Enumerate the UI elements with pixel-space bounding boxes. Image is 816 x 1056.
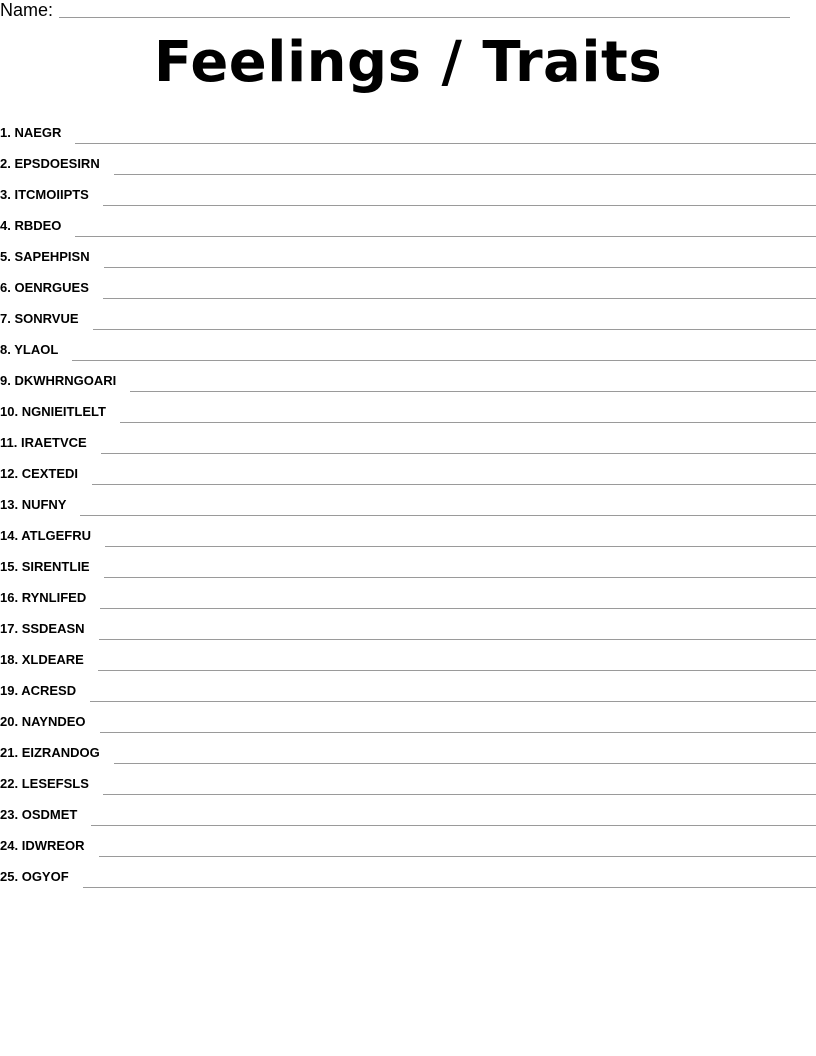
- answer-line[interactable]: [100, 732, 816, 733]
- scrambled-word: [0, 342, 58, 359]
- scrambled-word: [0, 249, 90, 266]
- item-word: IRAETVCE: [20, 435, 87, 450]
- scrambled-word: [0, 869, 69, 886]
- list-item: [0, 700, 816, 731]
- list-item: [0, 359, 816, 390]
- item-number: 18.: [0, 652, 19, 667]
- answer-line[interactable]: [114, 174, 816, 175]
- item-number: 9.: [0, 373, 11, 388]
- answer-line[interactable]: [103, 205, 816, 206]
- list-item: [0, 638, 816, 669]
- list-item: [0, 452, 816, 483]
- scrambled-word: [0, 807, 77, 824]
- scramble-list: [0, 111, 816, 886]
- answer-line[interactable]: [99, 856, 816, 857]
- answer-line[interactable]: [83, 887, 816, 888]
- item-word: OGYOF: [21, 869, 69, 884]
- item-word: ITCMOIIPTS: [14, 187, 89, 202]
- list-item: [0, 111, 816, 142]
- answer-line[interactable]: [98, 670, 816, 671]
- item-word: EIZRANDOG: [21, 745, 100, 760]
- item-number: 19.: [0, 683, 19, 698]
- answer-line[interactable]: [104, 267, 816, 268]
- answer-line[interactable]: [104, 577, 816, 578]
- answer-line[interactable]: [103, 298, 816, 299]
- list-item: [0, 855, 816, 886]
- scrambled-word: [0, 187, 89, 204]
- item-word: SIRENTLIE: [21, 559, 90, 574]
- item-word: YLAOL: [14, 342, 59, 357]
- item-word: ACRESD: [21, 683, 77, 698]
- item-number: 23.: [0, 807, 19, 822]
- list-item: [0, 266, 816, 297]
- answer-line[interactable]: [101, 453, 816, 454]
- scrambled-word: [0, 373, 116, 390]
- list-item: [0, 669, 816, 700]
- scrambled-word: [0, 466, 78, 483]
- item-number: 2.: [0, 156, 11, 171]
- scrambled-word: [0, 125, 61, 142]
- item-number: 11.: [0, 435, 18, 450]
- item-number: 6.: [0, 280, 11, 295]
- scrambled-word: [0, 311, 79, 328]
- list-item: [0, 762, 816, 793]
- list-item: [0, 390, 816, 421]
- item-number: 10.: [0, 404, 19, 419]
- answer-line[interactable]: [100, 608, 816, 609]
- answer-line[interactable]: [90, 701, 816, 702]
- item-word: XLDEARE: [21, 652, 84, 667]
- scrambled-word: [0, 156, 100, 173]
- item-word: NGNIEITLELT: [21, 404, 106, 419]
- answer-line[interactable]: [80, 515, 816, 516]
- item-word: SONRVUE: [14, 311, 79, 326]
- item-number: 25.: [0, 869, 19, 884]
- item-word: RBDEO: [14, 218, 62, 233]
- item-number: 17.: [0, 621, 19, 636]
- scrambled-word: [0, 497, 66, 514]
- item-word: SAPEHPISN: [14, 249, 90, 264]
- item-word: NUFNY: [21, 497, 67, 512]
- answer-line[interactable]: [130, 391, 816, 392]
- list-item: [0, 328, 816, 359]
- answer-line[interactable]: [72, 360, 816, 361]
- scrambled-word: [0, 218, 61, 235]
- list-item: [0, 297, 816, 328]
- scrambled-word: [0, 404, 106, 421]
- scrambled-word: [0, 745, 100, 762]
- answer-line[interactable]: [105, 546, 816, 547]
- item-word: OSDMET: [21, 807, 78, 822]
- item-word: CEXTEDI: [21, 466, 79, 481]
- item-word: NAYNDEO: [21, 714, 86, 729]
- list-item: [0, 824, 816, 855]
- list-item: [0, 576, 816, 607]
- item-number: 8.: [0, 342, 11, 357]
- item-word: OENRGUES: [14, 280, 89, 295]
- item-number: 16.: [0, 590, 19, 605]
- item-number: 4.: [0, 218, 11, 233]
- list-item: [0, 235, 816, 266]
- item-word: SSDEASN: [21, 621, 85, 636]
- item-word: NAEGR: [14, 125, 62, 140]
- list-item: [0, 545, 816, 576]
- answer-line[interactable]: [75, 143, 816, 144]
- item-number: 14.: [0, 528, 19, 543]
- scrambled-word: [0, 280, 89, 297]
- answer-line[interactable]: [92, 484, 816, 485]
- list-item: [0, 793, 816, 824]
- answer-line[interactable]: [91, 825, 816, 826]
- answer-line[interactable]: [114, 763, 816, 764]
- name-row: [0, 0, 790, 20]
- item-number: 24.: [0, 838, 19, 853]
- answer-line[interactable]: [99, 639, 816, 640]
- item-word: EPSDOESIRN: [14, 156, 100, 171]
- item-number: 15.: [0, 559, 19, 574]
- item-word: ATLGEFRU: [21, 528, 92, 543]
- list-item: [0, 421, 816, 452]
- list-item: [0, 731, 816, 762]
- scrambled-word: [0, 590, 86, 607]
- scrambled-word: [0, 776, 89, 793]
- scrambled-word: [0, 621, 85, 638]
- item-word: RYNLIFED: [21, 590, 87, 605]
- page-title: Feelings / Traits: [153, 30, 663, 95]
- name-label: Name:: [0, 0, 54, 20]
- scrambled-word: [0, 683, 76, 700]
- item-number: 20.: [0, 714, 19, 729]
- answer-line[interactable]: [120, 422, 816, 423]
- list-item: [0, 607, 816, 638]
- list-item: [0, 483, 816, 514]
- answer-line[interactable]: [75, 236, 816, 237]
- scrambled-word: [0, 435, 87, 452]
- item-number: 12.: [0, 466, 19, 481]
- item-word: IDWREOR: [21, 838, 85, 853]
- answer-line[interactable]: [93, 329, 816, 330]
- list-item: [0, 142, 816, 173]
- scrambled-word: [0, 528, 91, 545]
- item-word: LESEFSLS: [21, 776, 89, 791]
- answer-line[interactable]: [103, 794, 816, 795]
- scrambled-word: [0, 652, 84, 669]
- item-number: 3.: [0, 187, 11, 202]
- item-number: 13.: [0, 497, 19, 512]
- list-item: [0, 173, 816, 204]
- scrambled-word: [0, 714, 86, 731]
- name-field[interactable]: [59, 17, 790, 18]
- item-number: 21.: [0, 745, 19, 760]
- list-item: [0, 204, 816, 235]
- item-number: 5.: [0, 249, 11, 264]
- list-item: [0, 514, 816, 545]
- scrambled-word: [0, 559, 90, 576]
- item-number: 1.: [0, 125, 11, 140]
- scrambled-word: [0, 838, 85, 855]
- item-word: DKWHRNGOARI: [14, 373, 117, 388]
- item-number: 7.: [0, 311, 11, 326]
- item-number: 22.: [0, 776, 19, 791]
